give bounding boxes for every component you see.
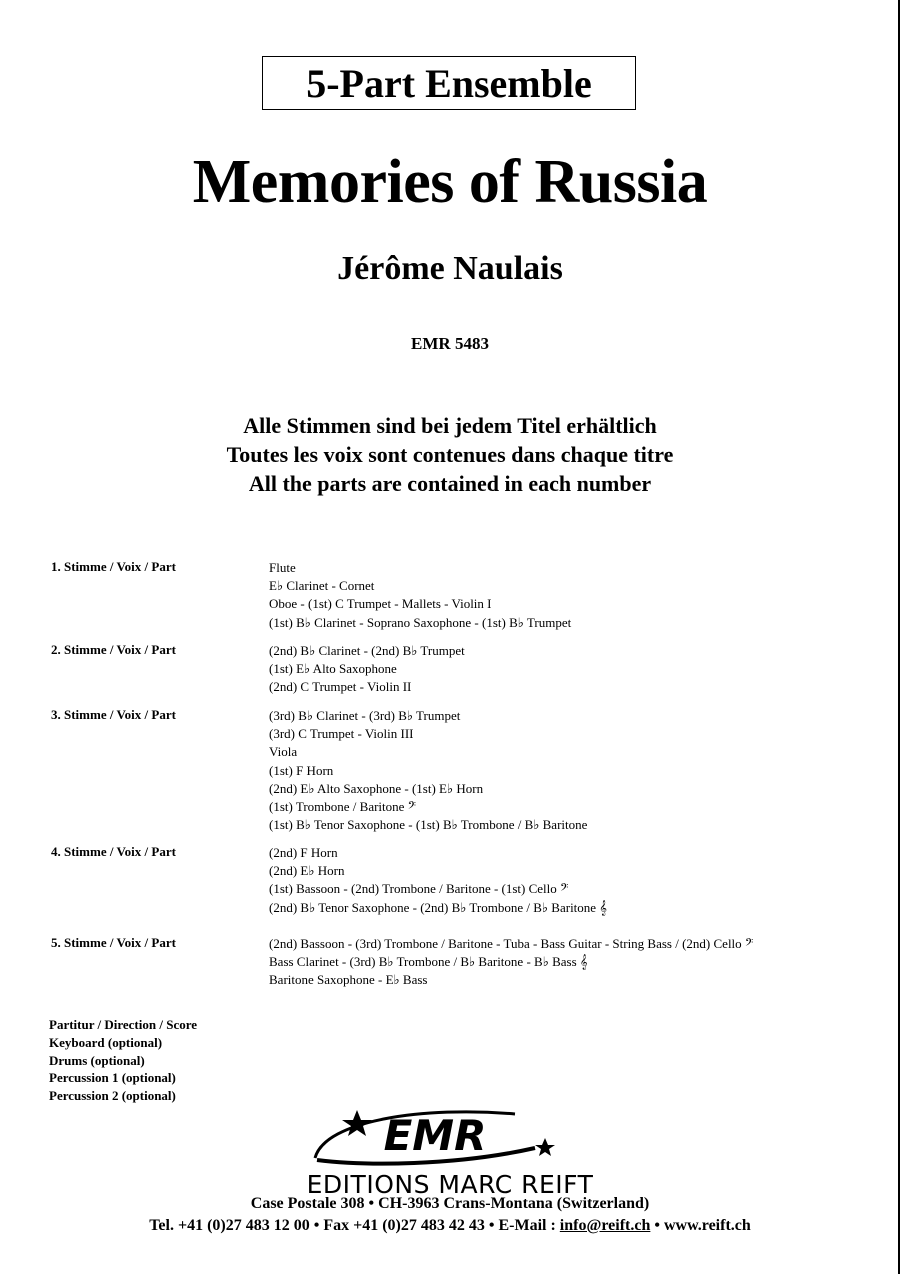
instrument-list <box>269 935 753 990</box>
instrument: Flute <box>269 560 296 575</box>
instrument: (2nd) B♭ Clarinet - (2nd) B♭ Trumpet <box>269 643 465 658</box>
star-icon <box>535 1138 555 1156</box>
contact-website: • www.reift.ch <box>650 1217 751 1234</box>
star-icon <box>342 1110 372 1136</box>
instrument: Viola <box>269 744 298 760</box>
emr-logo <box>305 1100 565 1172</box>
instrument: (1st) Trombone / Baritone 𝄢 <box>269 799 417 815</box>
contact-phone-fax: Tel. +41 (0)27 483 12 00 • Fax +41 (0)27 483 42 43 • E-Mail : <box>149 1217 560 1234</box>
publisher-address: Case Postale 308 • CH-3963 Crans-Montana (Switzerland) <box>250 1195 650 1212</box>
instrument: (1st) B♭ Clarinet - Soprano Saxophone - (1st) B♭ Trumpet <box>269 614 572 630</box>
instrument: E♭ Clarinet - Cornet <box>269 578 375 594</box>
part-label: 2. Stimme / Voix / Part <box>51 642 176 657</box>
instrument-list <box>269 844 607 917</box>
instrument: (3rd) C Trumpet - Violin III <box>269 726 414 742</box>
instrument: (1st) F Horn <box>269 762 334 778</box>
instrument: Baritone Saxophone - E♭ Bass <box>269 972 428 988</box>
publisher-name: EDITIONS MARC REIFT <box>306 1170 594 1199</box>
extra-item: Drums (optional) <box>49 1052 145 1068</box>
availability-notes <box>0 411 900 498</box>
instrument: (2nd) B♭ Tenor Saxophone - (2nd) B♭ Trombone / B♭ Baritone 𝄞 <box>269 899 607 915</box>
ensemble-box: 5-Part Ensemble <box>262 56 636 110</box>
instrument: (2nd) C Trumpet - Violin II <box>269 679 412 695</box>
note-german: Alle Stimmen sind bei jedem Titel erhältlich <box>243 413 657 438</box>
page-title: Memories of Russia <box>192 148 708 216</box>
extra-item: Keyboard (optional) <box>49 1034 163 1050</box>
instrument: (1st) Bassoon - (2nd) Trombone / Baritone - (1st) Cello 𝄢 <box>269 881 569 897</box>
part-label: 4. Stimme / Voix / Part <box>51 844 176 859</box>
publisher-contact <box>0 1217 900 1235</box>
note-french: Toutes les voix sont contenues dans chaque titre <box>226 442 674 467</box>
extra-item: Partitur / Direction / Score <box>49 1017 198 1032</box>
instrument: (3rd) B♭ Clarinet - (3rd) B♭ Trumpet <box>269 708 461 723</box>
instrument: (1st) E♭ Alto Saxophone <box>269 661 397 677</box>
instrument-list <box>269 707 587 834</box>
instrument: (1st) B♭ Tenor Saxophone - (1st) B♭ Trombone / B♭ Baritone <box>269 817 588 833</box>
instrument: Oboe - (1st) C Trumpet - Mallets - Violin I <box>269 596 492 612</box>
instrument: (2nd) Bassoon - (3rd) Trombone / Baritone - Tuba - Bass Guitar - String Bass / (2nd) Cello 𝄢 <box>269 936 754 951</box>
instrument: Bass Clarinet - (3rd) B♭ Trombone / B♭ Baritone - B♭ Bass 𝄞 <box>269 954 588 970</box>
catalog-number: EMR 5483 <box>411 334 489 353</box>
composer-name: Jérôme Naulais <box>337 250 563 287</box>
instrument: (2nd) F Horn <box>269 845 338 860</box>
logo-text: EMR <box>383 1111 487 1160</box>
extra-item: Percussion 1 (optional) <box>49 1070 176 1086</box>
instrument-list <box>269 642 465 697</box>
instrument: (2nd) E♭ Horn <box>269 863 345 879</box>
note-english: All the parts are contained in each number <box>248 471 652 496</box>
extra-item: Percussion 2 (optional) <box>49 1088 176 1104</box>
part-label: 1. Stimme / Voix / Part <box>51 559 176 574</box>
part-label: 5. Stimme / Voix / Part <box>51 935 176 950</box>
instrument: (2nd) E♭ Alto Saxophone - (1st) E♭ Horn <box>269 780 484 796</box>
part-label: 3. Stimme / Voix / Part <box>51 707 176 722</box>
extras-list <box>49 1016 197 1105</box>
email-link[interactable]: info@reift.ch <box>559 1217 651 1234</box>
instrument-list <box>269 559 571 632</box>
